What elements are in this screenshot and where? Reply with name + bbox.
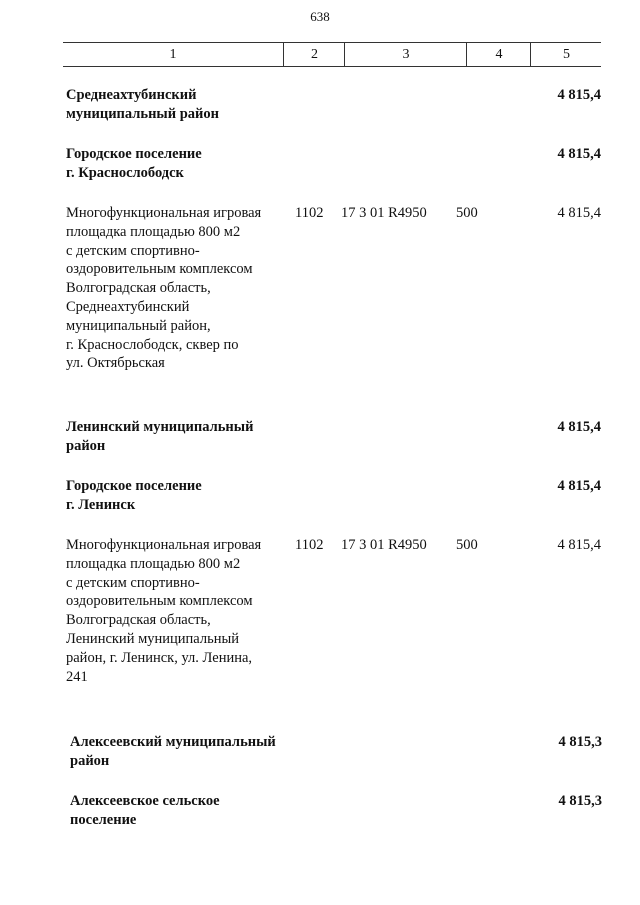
row-name: Многофункциональная игровая площадка площадью 800 м2 с детским спортивно- оздоровительным комплексом Волгоградская область, Ленинский муниципальный район, г. Ленинск, ул. Ленина, 241 — [66, 537, 262, 685]
row-amount: 4 815,3 — [558, 734, 602, 750]
header-col-5: 5 — [530, 43, 602, 66]
page-number: 638 — [310, 9, 330, 24]
row-name: Алексеевское сельское поселение — [70, 793, 220, 828]
row-section: 1102 — [295, 537, 324, 553]
row-target: 17 3 01 R4950 — [341, 205, 427, 221]
row-kind: 500 — [456, 205, 478, 221]
header-col-3: 3 — [344, 43, 467, 66]
row-amount: 4 815,4 — [557, 478, 601, 494]
row-amount: 4 815,4 — [557, 146, 601, 162]
table-header — [63, 42, 601, 67]
row-name: Ленинский муниципальный район — [66, 419, 254, 454]
row-section: 1102 — [295, 205, 324, 221]
row-name: Городское поселение г. Ленинск — [66, 478, 202, 513]
row-amount: 4 815,3 — [558, 793, 602, 809]
row-name: Городское поселение г. Краснослободск — [66, 146, 202, 181]
row-target: 17 3 01 R4950 — [341, 537, 427, 553]
header-col-2: 2 — [283, 43, 345, 66]
row-kind: 500 — [456, 537, 478, 553]
header-col-4: 4 — [466, 43, 531, 66]
row-amount: 4 815,4 — [557, 205, 601, 221]
row-amount: 4 815,4 — [557, 537, 601, 553]
row-name: Алексеевский муниципальный район — [70, 734, 276, 769]
row-name: Многофункциональная игровая площадка площадью 800 м2 с детским спортивно- оздоровительным комплексом Волгоградская область, Среднеахтубинский муниципальный район, г. Краснослободск, сквер по ул. Октябрьская — [66, 205, 262, 372]
row-amount: 4 815,4 — [557, 87, 601, 103]
row-name: Среднеахтубинский муниципальный район — [66, 87, 220, 122]
header-col-1: 1 — [169, 47, 177, 62]
row-amount: 4 815,4 — [557, 419, 601, 435]
